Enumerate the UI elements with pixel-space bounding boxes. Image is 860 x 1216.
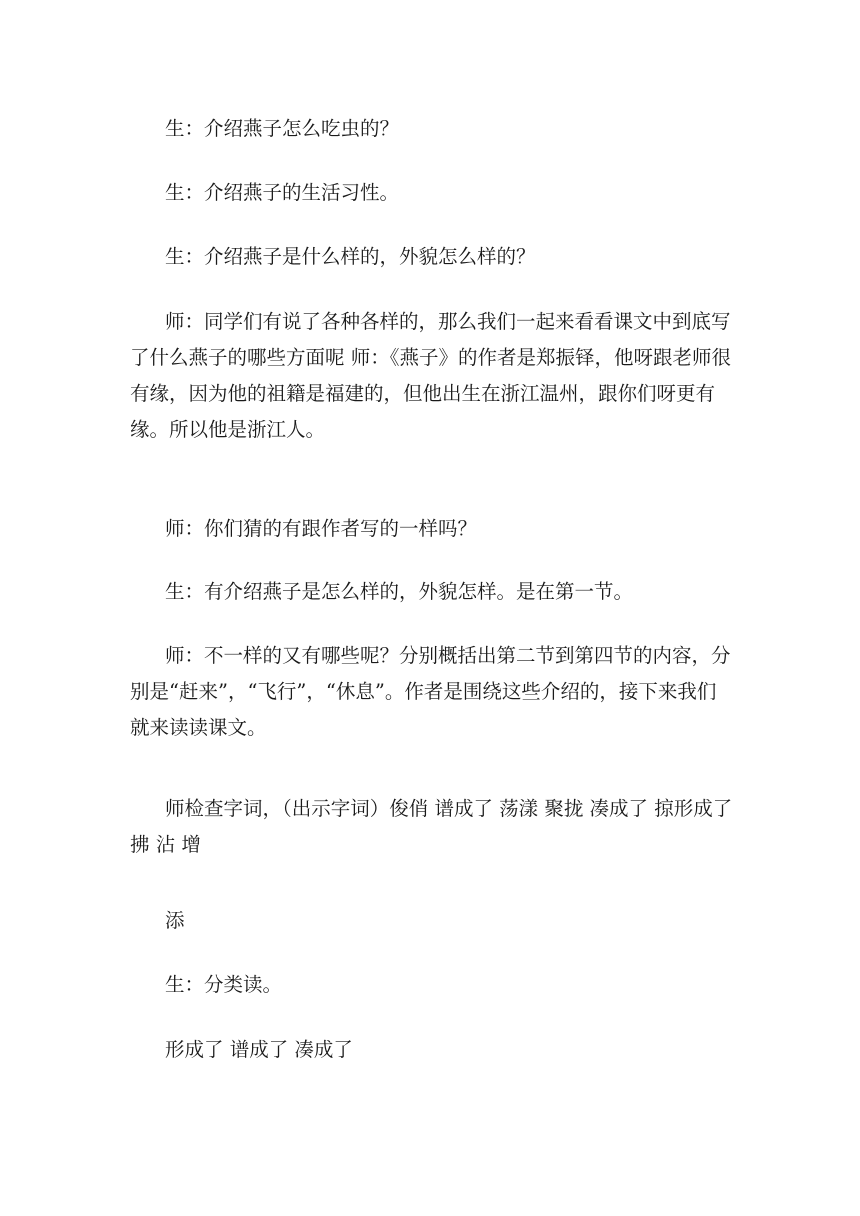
paragraph-11: 形成了 谱成了 凑成了: [165, 1038, 353, 1061]
paragraph-3: 生：介绍燕子是什么样的，外貌怎么样的？: [165, 245, 536, 268]
paragraph-4: 师：同学们有说了各种各样的，那么我们一起来看看课文中到底写了什么燕子的哪些方面呢 师：《燕子》的作者是郑振铎，他呀跟老师很有缘，因为他的祖籍是福建的，但他出生在浙江温州，跟你们呀更有缘。所以他是浙江人。: [130, 310, 731, 441]
paragraph-9: 添: [165, 909, 185, 932]
paragraph-7: 师：不一样的又有哪些呢？分别概括出第二节到第四节的内容，分别是“赶来”，“飞行”，“休息”。作者是围绕这些介绍的，接下来我们就来读读课文。: [130, 644, 731, 739]
paragraph-8: 师检查字词，（出示字词）俊俏 谱成了 荡漾 聚拢 凑成了 掠形成了 拂 沾 增: [130, 797, 733, 856]
paragraph-10: 生：分类读。: [165, 973, 283, 996]
paragraph-2: 生：介绍燕子的生活习性。: [165, 181, 400, 204]
paragraph-5: 师：你们猜的有跟作者写的一样吗？: [165, 517, 478, 540]
paragraph-6: 生：有介绍燕子是怎么样的，外貌怎样。是在第一节。: [165, 580, 634, 603]
paragraph-1: 生：介绍燕子怎么吃虫的？: [165, 117, 400, 140]
